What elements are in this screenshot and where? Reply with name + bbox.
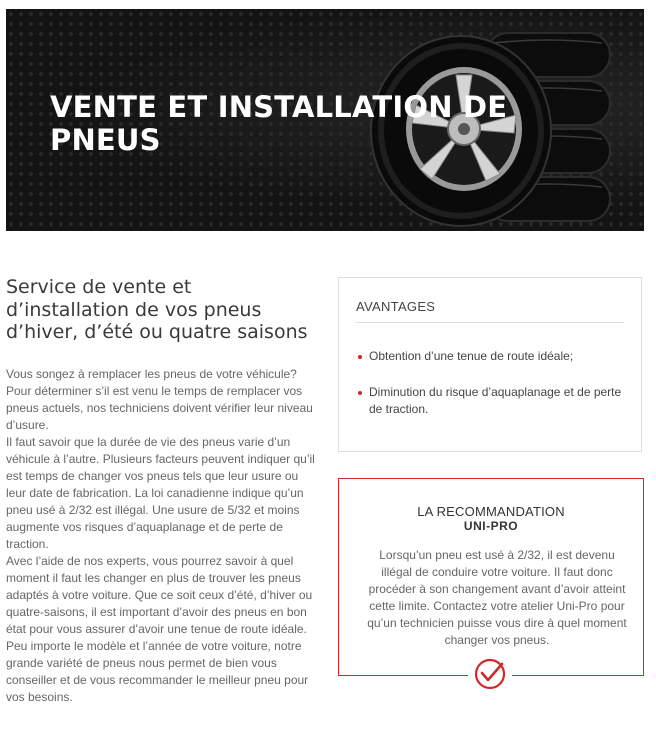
bullet-icon (358, 355, 362, 359)
hero-banner (6, 9, 644, 231)
list-item (356, 384, 627, 418)
list-item-text: Obtention d’une tenue de route idéale; (369, 349, 574, 363)
intro-paragraph: Vous songez à remplacer les pneus de votre véhicule? Pour déterminer s’il est venu le temps de remplacer vos pneus actuels, nos techniciens doivent vérifier leur niveau d’usure. (6, 366, 313, 432)
hero-title: VENTE ET INSTALLATION DE PNEUS (50, 90, 508, 157)
intro-paragraph: Avec l’aide de nos experts, vous pourrez savoir à quel moment il faut les changer en plus de trouver les pneus adaptés à votre voiture. Que ce soit ceux d’été, d’hiver ou quatre-saisons, il est important d’avoir des pneus en bon état pour vous assurer d’avoir une tenue de route idéale. Peu importe le modèle et l’année de votre voiture, notre grande variété de pneus nous permet de bien vous conseiller et de vous recommander le meilleur pneu pour vos besoins. (6, 553, 313, 704)
intro-paragraph: Il faut savoir que la durée de vie des pneus varie d’un véhicule à l’autre. Plusieurs facteurs peuvent indiquer qu’il est temps de changer vos pneus tels que leur usure ou leur date de fabrication. La loi canadienne indique qu’un pneu usé à 2/32 est illégal. Une usure de 5/32 et moins augmente vos risques d’aquaplanage et de perte de traction. (6, 434, 315, 551)
recommendation-text: Lorsqu’un pneu est usé à 2/32, il est devenu illégal de conduire votre voiture. Il faut donc procéder à son changement avant d’avoir atteint cette limite. Contactez votre atelier Uni-Pro pour qu’un technicien puisse vous dire à quel moment changer vos pneus. (367, 548, 627, 647)
advantages-list (356, 348, 627, 437)
recommendation-title: LA RECOMMANDATION (417, 504, 565, 519)
check-circle-icon (468, 656, 512, 692)
advantages-title: AVANTAGES (356, 299, 436, 314)
intro-heading: Service de vente et d’installation de vos pneus d’hiver, d’été ou quatre saisons (6, 276, 308, 343)
list-item-text: Diminution du risque d’aquaplanage et de perte de traction. (369, 385, 622, 416)
recommendation-box (338, 478, 644, 676)
intro-body (6, 366, 318, 706)
list-item (356, 348, 627, 365)
recommendation-brand: UNI-PRO (463, 519, 519, 533)
bullet-icon (358, 391, 362, 395)
divider (356, 322, 624, 323)
advantages-box (338, 277, 642, 452)
intro-section (6, 276, 318, 706)
